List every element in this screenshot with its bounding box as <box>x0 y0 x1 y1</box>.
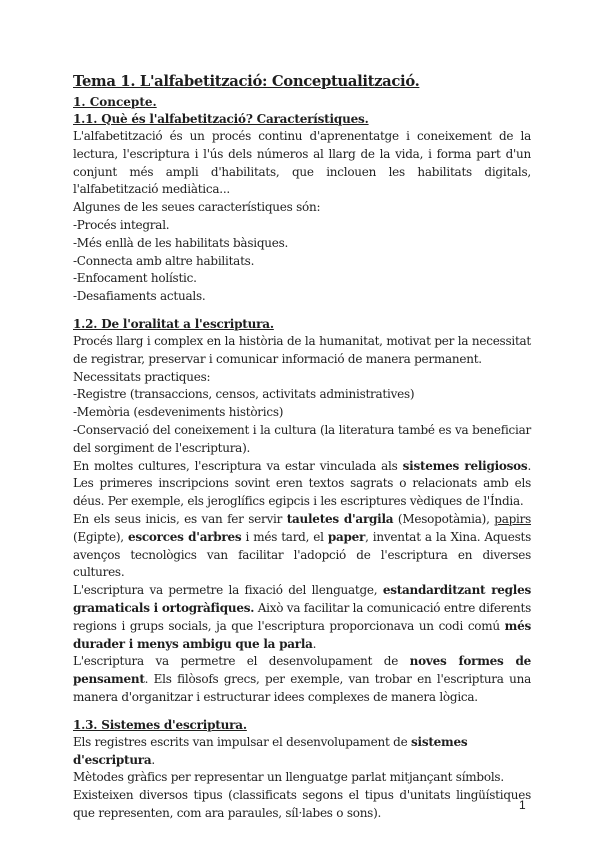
list-item: -Conservació del coneixement i la cultura (la literatura també es va beneficiar del sorgiment de l'escriptura). <box>73 422 531 455</box>
page-number: 1 <box>519 798 526 812</box>
bold-term: sistemes d'escriptura <box>73 734 468 767</box>
religion-paragraph: En moltes cultures, l'escriptura va estar vinculada als sistemes religiosos. Les primeres inscripcions sovint eren textos sagrats o relacionats amb els déus. Per exemple, els jeroglífics egipcis i les escriptures vèdiques de l'Índia. <box>73 458 532 509</box>
list-item: -Desafiaments actuals. <box>73 289 206 304</box>
systems-paragraph: Els registres escrits van impulsar el desenvolupament de sistemes d'escriptura. <box>73 734 468 767</box>
bold-term: tauletes d'argila <box>286 511 394 526</box>
list-item: -Registre (transaccions, censos, activitats administratives) <box>73 387 415 402</box>
subsection-heading-sistemes: 1.3. Sistemes d'escriptura. <box>73 717 247 732</box>
characteristics-intro: Algunes de les seues característiques són: <box>73 200 321 215</box>
bold-term: més durader i menys ambigu que la parla <box>73 618 531 651</box>
bold-term: noves formes de pensament <box>73 654 531 687</box>
bold-term: paper <box>327 529 366 544</box>
list-item: -Procés integral. <box>73 217 170 232</box>
supports-paragraph: En els seus inicis, es van fer servir tauletes d'argila (Mesopotàmia), papirs (Egipte), escorces d'arbres i més tard, el paper, inventat a la Xina. Aquests avenços tecnològics van facilitar l'adopció de l'escriptura en diverses cultures. <box>73 511 532 580</box>
document-title: Tema 1. L'alfabetització: Conceptualització. <box>73 73 420 90</box>
types-paragraph: Existeixen diversos tipus (classificats segons el tipus d'unitats lingüístiques que representen, com ara paraules, síl·labes o sons). <box>73 788 531 820</box>
section-heading-concepte: 1. Concepte. <box>73 95 157 109</box>
thought-paragraph: L'escriptura va permetre el desenvolupament de noves formes de pensament. Els filòsofs grecs, per exemple, van trobar en l'escriptura una manera d'organitzar i estructurar idees complexes de manera lògica. <box>73 654 531 704</box>
subsection-heading-caracteristiques: 1.1. Què és l'alfabetització? Característiques. <box>73 112 369 126</box>
definition-paragraph: L'alfabetització és un procés continu d'aprenentatge i coneixement de la lectura, l'escriptura i l'ús dels números al llarg de la vida, i forma part d'un conjunt més ampli d'habilitats, que inclouen les habilitats digitals, l'alfabetització mediàtica... <box>73 129 531 197</box>
bold-term: sistemes religiosos <box>402 458 528 473</box>
list-item: -Enfocament holístic. <box>73 271 197 286</box>
papirs-link[interactable]: papirs <box>494 511 532 526</box>
list-item: -Connecta amb altre habilitats. <box>73 253 255 268</box>
subsection-heading-oralitat: 1.2. De l'oralitat a l'escriptura. <box>73 316 274 331</box>
bold-term: escorces d'arbres <box>127 529 242 544</box>
process-paragraph: Procés llarg i complex en la història de la humanitat, motivat per la necessitat de registrar, preservar i comunicar informació de manera permanent. <box>73 333 531 366</box>
list-item: -Memòria (esdeveniments històrics) <box>73 405 284 420</box>
bold-term: estandarditzant regles gramaticals i ortogràfiques. <box>73 583 532 615</box>
list-item: -Més enllà de les habilitats bàsiques. <box>73 235 289 250</box>
needs-intro: Necessitats practiques: <box>73 369 211 384</box>
document-page <box>73 72 531 823</box>
fixation-paragraph: L'escriptura va permetre la fixació del llenguatge, estandarditzant regles gramaticals i ortogràfiques. Això va facilitar la comunicació entre diferents regions i grups socials, ja que l'escriptura proporcionava un codi comú més durader i menys ambigu que la parla. <box>73 583 532 651</box>
methods-paragraph: Mètodes gràfics per representar un llenguatge parlat mitjançant símbols. <box>73 770 504 785</box>
